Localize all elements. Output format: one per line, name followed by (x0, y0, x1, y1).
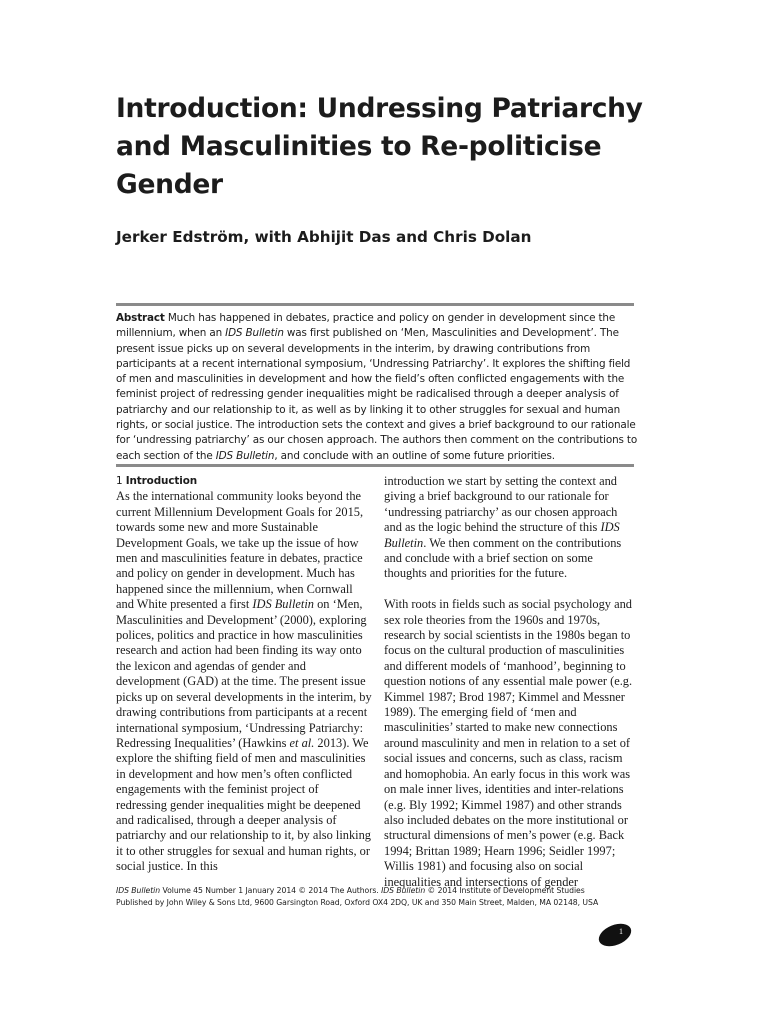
body-column-left (116, 474, 372, 875)
abstract-text-1: Much has happened in debates, practice and policy on gender in development since the millennium, when an (116, 312, 616, 340)
p2-journal: IDS Bulletin (384, 520, 620, 550)
p2-text-a: introduction we start by setting the context and giving a brief background to our rationale for ‘undressing patriarchy’ as our chosen approach and as the logic behind the structure of this (384, 474, 618, 535)
p1-text-c: on ‘Men, Masculinities and Development’ (2000), exploring polices, politics and practice in how masculinities research and action had been finding its way onto the lexicon and agendas of gender and development (GAD) at the time. The present issue picks up on several developments in the interim, by drawing contributions from participants at a recent international symposium, ‘Undressing Patriarchy: Redressing Inequalities’ (Hawkins (116, 597, 372, 750)
section-number: 1 (116, 475, 126, 487)
p1-journal: IDS Bulletin (252, 597, 314, 612)
title-line-3: Gender (116, 169, 223, 200)
footer-volume-info: Volume 45 Number 1 January 2014 © 2014 The Authors. (160, 886, 382, 895)
author-list: Jerker Edström, with Abhijit Das and Chris Dolan (116, 228, 532, 246)
abstract (116, 311, 638, 464)
abstract-text-3: , and conclude with an outline of some future priorities. (274, 449, 555, 462)
abstract-journal-2: IDS Bulletin (215, 449, 275, 462)
abstract-journal-1: IDS Bulletin (225, 327, 284, 340)
body-paragraph-2 (384, 474, 634, 582)
p1-et-al: et al. (289, 735, 315, 750)
article-title (116, 90, 676, 204)
footer-journal-2: IDS Bulletin (381, 886, 426, 895)
abstract-bottom-rule (116, 464, 634, 467)
footer-copyright: © 2014 Institute of Development Studies (425, 886, 585, 895)
body-paragraph-1 (116, 489, 372, 874)
page-number: 1 (619, 927, 623, 936)
title-line-1: Introduction: Undressing Patriarchy (116, 93, 643, 124)
page-number-badge (595, 919, 634, 950)
footer-journal-1: IDS Bulletin (116, 886, 161, 895)
footer-line-1 (116, 885, 656, 897)
section-title: Introduction (125, 475, 198, 487)
p2-text-c: . We then comment on the contributions and conclude with a brief section on some thoughts and priorities for the future. (384, 535, 622, 581)
footer-line-2: Published by John Wiley & Sons Ltd, 9600 Garsington Road, Oxford OX4 2DQ, UK and 350 Main Street, Malden, MA 02148, USA (116, 898, 599, 908)
p1-text-e: 2013). We explore the shifting field of men and masculinities in development and how men’s often conflicted engagements with the feminist project of redressing gender inequalities might be deepened and radicalised, through a deeper analysis of patriarchy and our relationship to it, by also linking it to other struggles for sexual and human rights, or social justice. In this (116, 735, 371, 874)
abstract-text-2: was first published on ‘Men, Masculinities and Development’. The present issue picks up on several developments in the interim, by drawing contributions from participants at a recent international symposium, ‘Undressing Patriarchy’. It explores the shifting field of men and masculinities in development and how the field’s often conflicted engagements with the feminist project of redressing gender inequalities might be radicalised through a deeper analysis of patriarchy and our relationship to it, as well as by linking it to other struggles for sexual and human rights, or social justice. The introduction sets the context and gives a brief background to our rationale for ‘undressing patriarchy’ as our chosen approach. The authors then comment on the contributions to each section of the (116, 327, 638, 462)
title-line-2: and Masculinities to Re-politicise (116, 131, 602, 162)
abstract-label: Abstract (116, 312, 165, 324)
body-paragraph-3: With roots in fields such as social psychology and sex role theories from the 1960s and 1970s, research by social scientists in the 1980s began to focus on the cultural production of masculinities and different models of ‘manhood’, beginning to question notions of any essential male power (e.g. Kimmel 1987; Brod 1987; Kimmel and Messner 1989). The emerging field of ‘men and masculinities’ started to make new connections around masculinity and men in relation to a set of social issues and concerns, such as class, racism and homophobia. An early focus in this work was on male inner lives, identities and inter-relations (e.g. Bly 1992; Kimmel 1987) and other strands also included debates on the more institutional or structural dimensions of men’s power (e.g. Back 1994; Brittan 1989; Hearn 1996; Seidler 1997; Willis 1981) and focusing also on social inequalities and intersections of gender (384, 597, 633, 889)
section-heading (116, 474, 372, 489)
body-column-right (384, 474, 634, 890)
publication-footer (116, 885, 656, 909)
p1-text-a: As the international community looks beyond the current Millennium Development Goals for 2015, towards some new and more Sustainable Development Goals, we take up the issue of how men and masculinities feature in debates, practice and policy on gender in development. Much has happened since the millennium, when Cornwall and White presented a first (116, 489, 364, 612)
abstract-top-rule (116, 303, 634, 306)
